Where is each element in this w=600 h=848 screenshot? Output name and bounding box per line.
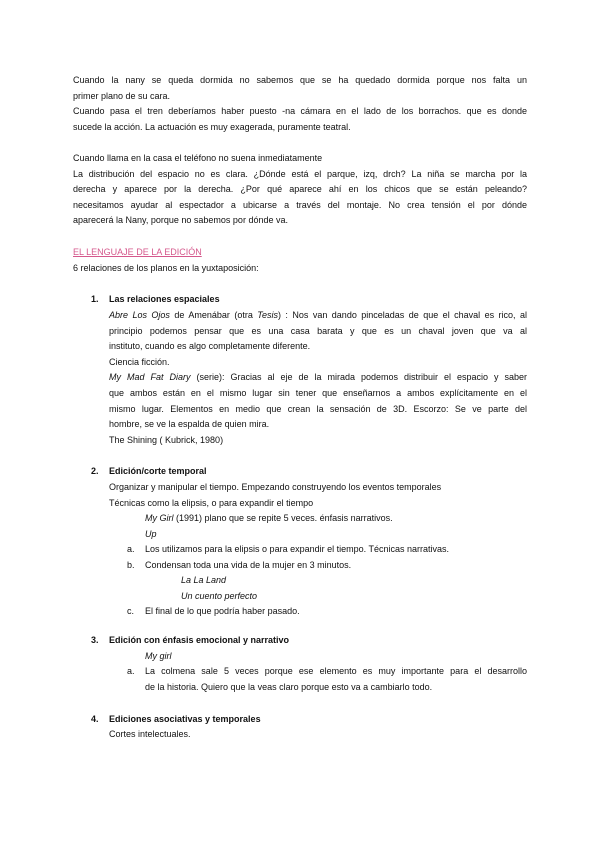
text-line: de la historia. Quiero que la veas claro porque esto va a cambiarlo todo. <box>145 681 433 692</box>
text-line: La colmena sale 5 veces porque ese elemento es muy importante para el desarrollo <box>145 666 527 676</box>
list-number: 3. <box>91 635 99 645</box>
text-line: mismo lugar. Elementos en medio que crean la sensación de 3D. Escorzo: Se ve parte del <box>109 403 527 414</box>
text-line: Cortes intelectuales. <box>109 729 191 739</box>
sub-item-marker: b. <box>127 560 135 570</box>
text-line: Ciencia ficción. <box>109 356 170 367</box>
text-line: necesitamos ayudar al espectador a ubicarse a través del montaje. No crea tensión el por dónde <box>73 199 527 210</box>
list-item-1-body <box>109 308 527 448</box>
sub-item-text: El final de lo que podría haber pasado. <box>145 606 300 616</box>
film-title: Tesis <box>257 310 278 320</box>
film-title: La La Land <box>181 575 227 585</box>
text-line: principio podemos pensar que es una casa barata y que es un chaval joven que va al <box>109 325 527 336</box>
film-title: Abre Los Ojos <box>109 310 170 320</box>
list-item-2-body <box>109 480 527 511</box>
section-block <box>73 245 527 276</box>
list-item-1-heading <box>91 292 220 308</box>
list-item-4-heading <box>91 712 261 728</box>
text-run: (1991) plano que se repite 5 veces. énfasis narrativos. <box>173 513 393 523</box>
sub-item-marker: a. <box>127 666 135 676</box>
list-item-2-heading <box>91 464 207 480</box>
text-line: derecha y aparece por la derecha. ¿Por qué aparece ahí en los chicos que se están peleando? <box>73 184 527 195</box>
intro-paragraph-3 <box>73 151 527 229</box>
text-line: primer plano de su cara. <box>73 90 171 101</box>
list-item-title: Ediciones asociativas y temporales <box>109 714 261 724</box>
text-line: aparecerá la Nany, porque no sabemos por dónde va. <box>73 215 288 226</box>
film-title: My girl <box>145 651 172 661</box>
film-title: Un cuento perfecto <box>181 590 258 601</box>
list-item-3-example <box>145 649 527 665</box>
sub-item-marker: c. <box>127 606 135 616</box>
list-number: 1. <box>91 294 99 304</box>
list-item-title: Edición con énfasis emocional y narrativo <box>109 635 290 645</box>
text-line: Técnicas como la elipsis, o para expandir el tiempo <box>109 497 314 508</box>
section-subtitle: 6 relaciones de los planos en la yuxtaposición: <box>73 262 259 273</box>
text-line: The Shining ( Kubrick, 1980) <box>109 434 224 445</box>
intro-paragraph-2 <box>73 104 527 135</box>
text-line: La distribución del espacio no es clara. ¿Dónde está el parque, izq, drch? La niña se marcha por la <box>73 168 527 179</box>
list-item-title: Edición/corte temporal <box>109 466 207 476</box>
list-item-3-heading <box>91 633 289 649</box>
list-item-title: Las relaciones espaciales <box>109 294 220 304</box>
text-line <box>109 308 527 324</box>
text-line: Cuando la nany se queda dormida no sabemos que se ha quedado dormida porque nos falta un <box>73 75 527 85</box>
section-heading-link[interactable]: EL LENGUAJE DE LA EDICIÓN <box>73 247 202 257</box>
film-title: My Girl <box>145 513 174 523</box>
text-line: Organizar y manipular el tiempo. Empezando construyendo los eventos temporales <box>109 482 442 492</box>
film-title: My Mad Fat Diary <box>109 372 191 383</box>
text-line: que ambos están en el mismo lugar sin tener que enseñarnos a ambos explícitamente en el <box>109 387 527 398</box>
text-run: ) : Nos van dando pinceladas de que el chaval es rico, al <box>277 310 528 320</box>
text-line <box>145 511 527 527</box>
list-item-2-examples <box>145 511 527 542</box>
text-line: hombre, se ve la espalda de quien mira. <box>109 419 270 430</box>
text-line: Cuando llama en la casa el teléfono no suena inmediatamente <box>73 153 323 163</box>
sub-item-2a <box>127 542 449 558</box>
film-title: Up <box>145 528 157 539</box>
text-line: sucede la acción. La actuación es muy exagerada, puramente teatral. <box>73 121 351 132</box>
list-number: 2. <box>91 466 99 476</box>
text-line: Cuando pasa el tren deberíamos haber puesto -na cámara en el lado de los borrachos. que es donde <box>73 106 527 116</box>
sub-item-2c <box>127 604 300 620</box>
sub-item-text: Condensan toda una vida de la mujer en 3 minutos. <box>145 560 352 570</box>
sub-item-3a <box>127 664 527 695</box>
intro-paragraph-1 <box>73 73 527 104</box>
text-run: de Amenábar (otra <box>169 310 258 320</box>
text-line <box>109 370 527 386</box>
text-run: (serie): Gracias al eje de la mirada podemos distribuir el espacio y saber <box>190 372 527 383</box>
list-number: 4. <box>91 714 99 724</box>
sub-item-text: Los utilizamos para la elipsis o para expandir el tiempo. Técnicas narrativas. <box>145 544 449 554</box>
sub-item-2b-examples <box>181 573 527 604</box>
sub-item-2b <box>127 558 352 574</box>
list-item-4-body <box>109 727 527 743</box>
sub-item-marker: a. <box>127 544 135 554</box>
text-line: instituto, cuando es algo completamente diferente. <box>109 341 311 352</box>
